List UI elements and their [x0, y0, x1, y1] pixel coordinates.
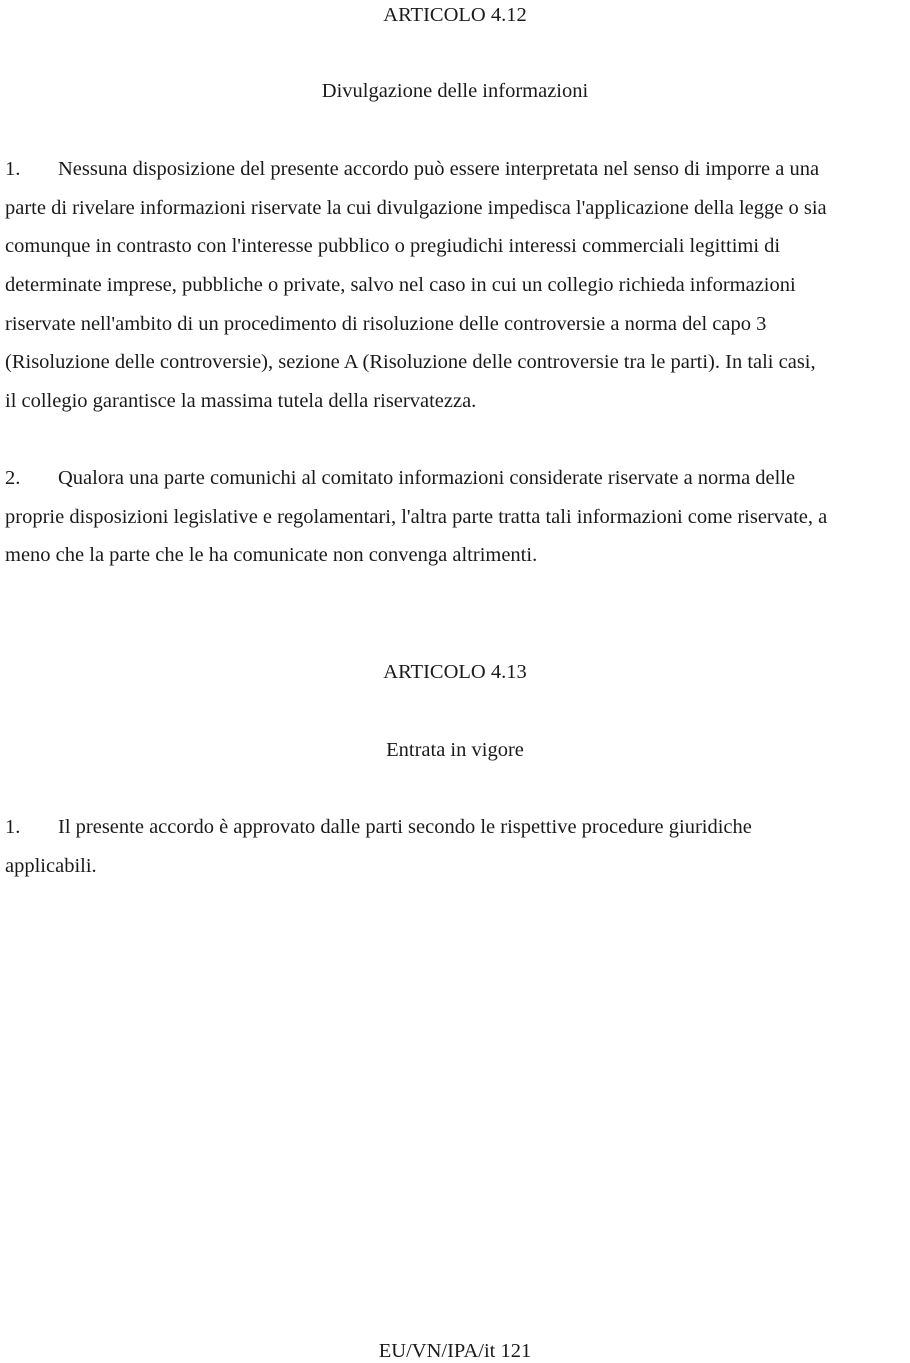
paragraph-line: 2. Qualora una parte comunichi al comitato informazioni considerate riservate a norma delle: [5, 467, 796, 489]
paragraph-line: il collegio garantisce la massima tutela della riservatezza.: [5, 390, 477, 412]
paragraph-line: applicabili.: [5, 855, 97, 877]
paragraph-number: 1.: [5, 158, 21, 180]
paragraph-line: comunque in contrasto con l'interesse pubblico o pregiudichi interessi commerciali legittimi di: [5, 235, 781, 257]
paragraph-line: proprie disposizioni legislative e regolamentari, l'altra parte tratta tali informazioni come riservate, a: [5, 506, 828, 528]
paragraph-line: (Risoluzione delle controversie), sezione A (Risoluzione delle controversie tra le parti). In tali casi,: [5, 351, 816, 373]
article-title: Divulgazione delle informazioni: [321, 80, 589, 102]
paragraph-line: riservate nell'ambito di un procedimento di risoluzione delle controversie a norma del capo 3: [5, 313, 767, 335]
article-heading: ARTICOLO 4.12: [383, 4, 527, 26]
paragraph-number: 1.: [5, 816, 21, 838]
paragraph-line: 1. Nessuna disposizione del presente accordo può essere interpretata nel senso di imporre a una: [5, 158, 820, 180]
article-title: Entrata in vigore: [386, 739, 524, 761]
article-heading: ARTICOLO 4.13: [383, 661, 527, 683]
page-footer: EU/VN/IPA/it 121: [378, 1340, 532, 1362]
paragraph-line: determinate imprese, pubbliche o private, salvo nel caso in cui un collegio richieda informazioni: [5, 274, 796, 296]
paragraph-number: 2.: [5, 467, 21, 489]
paragraph-line: 1. Il presente accordo è approvato dalle parti secondo le rispettive procedure giuridiche: [5, 816, 752, 838]
paragraph-line: meno che la parte che le ha comunicate non convenga altrimenti.: [5, 544, 538, 566]
paragraph-line: parte di rivelare informazioni riservate la cui divulgazione impedisca l'applicazione della legge o sia: [5, 197, 827, 219]
